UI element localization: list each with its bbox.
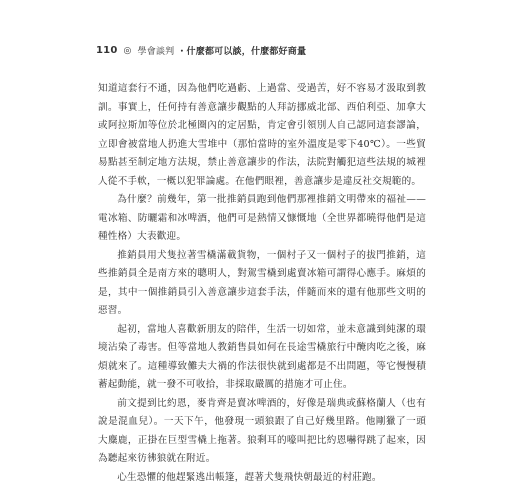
paragraph: 為什麼？前幾年，第一批推銷員跑到他們那裡推銷文明帶來的福祉——電冰箱、防曬霜和冰啤酒，他們可是熱情又慷慨地（全世界都曉得他們是這種性格）大表歡迎。 <box>98 194 426 242</box>
page-number: 110 <box>96 45 118 56</box>
body-text <box>98 80 426 487</box>
chapter-title: ・什麼都可以談，什麼都好商量 <box>177 47 307 57</box>
paragraph: 心生恐懼的他趕緊逃出帳篷，趕著犬隻飛快朝最近的村莊跑。 <box>117 471 382 483</box>
paragraph: 知道這套行不通，因為他們吃過虧、上過當、受過苦，好不容易才汲取到教訓。事實上，任何持有善意讓步觀點的人拜訪挪威北部、西伯利亞、加拿大或阿拉斯加等位於北極圈內的定居點，肯定會引領別人自己認同這套謬論，立即會被當地人扔進大雪堆中（那怕當時的室外溫度是零下40℃）。一些貿易點甚至制定地方法規，禁止善意讓步的作法，法院對觸犯這些法規的城裡人從不手軟，一概以犯罪論處。在他們眼裡，善意讓步是違反社交規範的。 <box>98 83 426 187</box>
running-header <box>96 44 306 57</box>
separator-icon: ◎ <box>123 45 132 56</box>
book-title: 學會談判 <box>137 47 175 57</box>
paragraph: 前文提到比約恩，麥肯齊是賣冰啤酒的，好像是瑞典或蘇格蘭人（也有說是混血兒）。一天下午，他發現一頭狼跟了自己好幾里路。他剛獵了一頭大麋鹿，正掛在巨型雪橇上拖著。狼剩耳的嚎叫把比約恩嚇得跳了起來，因為聽起來彷彿狼就在附近。 <box>98 397 426 464</box>
paragraph: 起初，當地人喜歡新朋友的陪伴，生活一切如常，並未意識到純潔的環境沾染了毒害。但等當地人教銷售員如何在長途雪橇旅行中醃肉吃之後，麻煩就來了。這種導致儺夫大禍的作法很快就到處都是不出問題，等它慢慢積蓄起動能，就一發不可收拾，非採取嚴厲的措施才可止住。 <box>98 323 426 390</box>
paragraph: 推銷員用犬隻拉著雪橇滿載貨物，一個村子又一個村子的拔門推銷，這些推銷員全是南方來的聰明人，對駕雪橇到處賣冰箱可謂得心應手。麻煩的是，其中一個推銷員引入善意讓步這套手法，伴隨而來的還有他那些文明的惡習。 <box>98 249 426 316</box>
